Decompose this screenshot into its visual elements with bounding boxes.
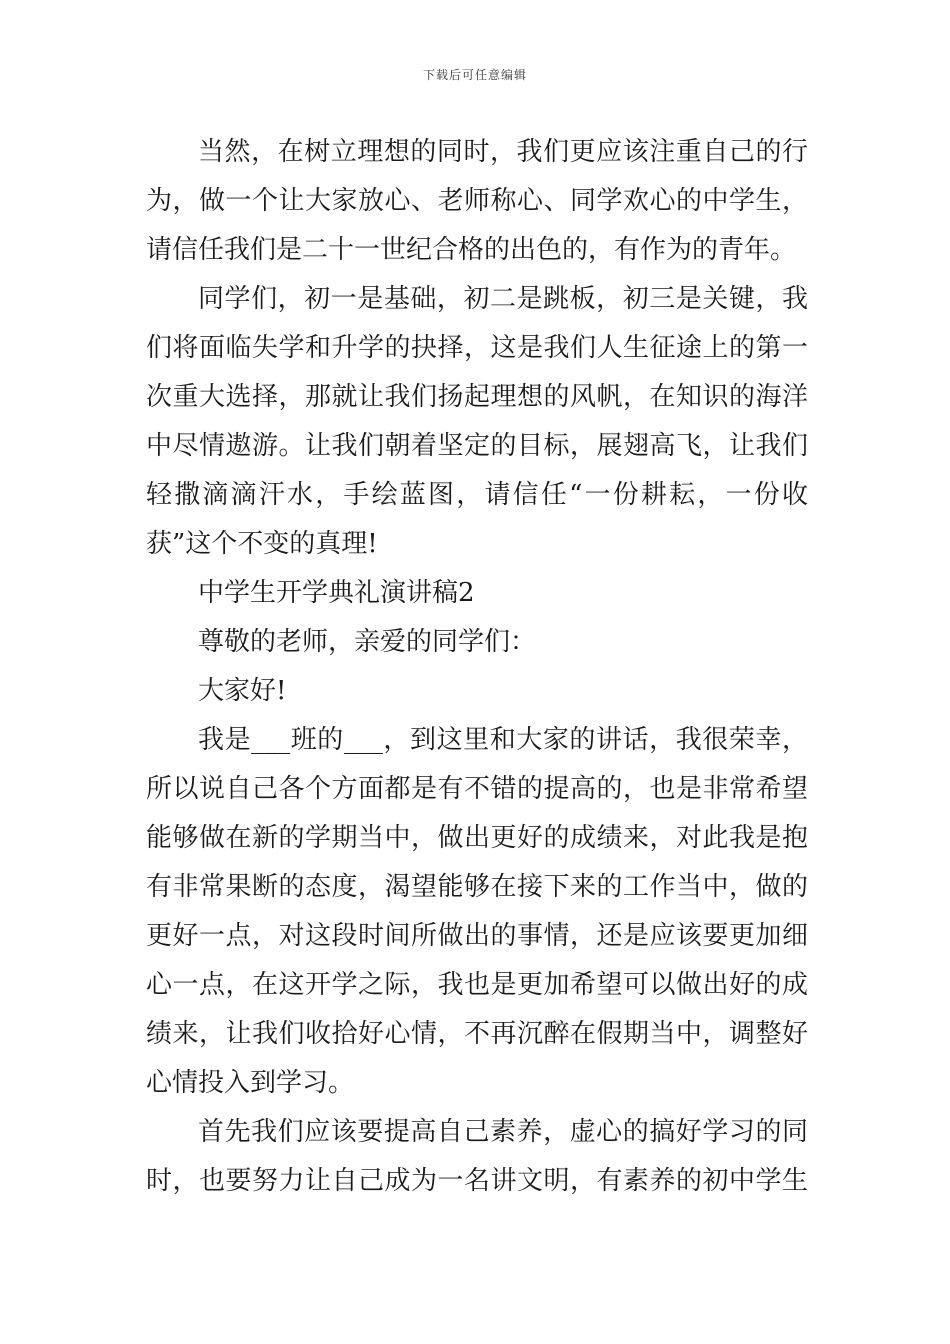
text-line: 获”这个不变的真理! [146, 529, 378, 559]
greeting [146, 667, 808, 716]
text-line: 中尽情遨游。让我们朝着坚定的目标，展翅高飞，让我们 [146, 431, 808, 461]
paragraph [146, 1108, 808, 1206]
text-line: 我是___班的___，到这里和大家的讲话，我很荣幸， [198, 725, 808, 755]
text-line: 首先我们应该要提高自己素养，虚心的搞好学习的同 [198, 1117, 808, 1147]
text-line: 为，做一个让大家放心、老师称心、同学欢心的中学生， [146, 186, 808, 216]
paragraph [146, 716, 808, 1108]
greeting-text: 大家好! [198, 676, 287, 706]
text-line: 请信任我们是二十一世纪合格的出色的，有作为的青年。 [146, 235, 797, 265]
text-line: 们将面临失学和升学的抉择，这是我们人生征途上的第一 [146, 333, 808, 363]
section-title [146, 569, 808, 618]
salutation-text: 尊敬的老师，亲爱的同学们： [198, 627, 537, 657]
section-title-text: 中学生开学典礼演讲稿2 [198, 578, 475, 608]
text-line: 绩来，让我们收拾好心情，不再沉醉在假期当中，调整好 [146, 1019, 808, 1049]
text-line: 能够做在新的学期当中，做出更好的成绩来，对此我是抱 [146, 823, 808, 853]
text-line: 当然，在树立理想的同时，我们更应该注重自己的行 [198, 137, 808, 167]
text-line: 有非常果断的态度，渴望能够在接下来的工作当中，做的 [146, 872, 808, 902]
text-line: 所以说自己各个方面都是有不错的提高的，也是非常希望 [146, 774, 808, 804]
header-note: 下载后可任意编辑 [422, 68, 527, 82]
text-line: 同学们，初一是基础，初二是跳板，初三是关键，我 [198, 284, 808, 314]
salutation [146, 618, 808, 667]
text-line: 心一点，在这开学之际，我也是更加希望可以做出好的成 [146, 970, 808, 1000]
text-line: 轻撒滴滴汗水，手绘蓝图，请信任“一份耕耘，一份收 [146, 480, 808, 510]
text-line: 更好一点，对这段时间所做出的事情，还是应该要更加细 [146, 921, 808, 951]
text-line: 心情投入到学习。 [146, 1068, 355, 1098]
text-line: 次重大选择，那就让我们扬起理想的风帆，在知识的海洋 [146, 382, 808, 412]
paragraph [146, 275, 808, 569]
text-line: 时，也要努力让自己成为一名讲文明，有素养的初中学生 [146, 1166, 808, 1196]
paragraph [146, 128, 808, 275]
document-body [146, 128, 808, 1206]
